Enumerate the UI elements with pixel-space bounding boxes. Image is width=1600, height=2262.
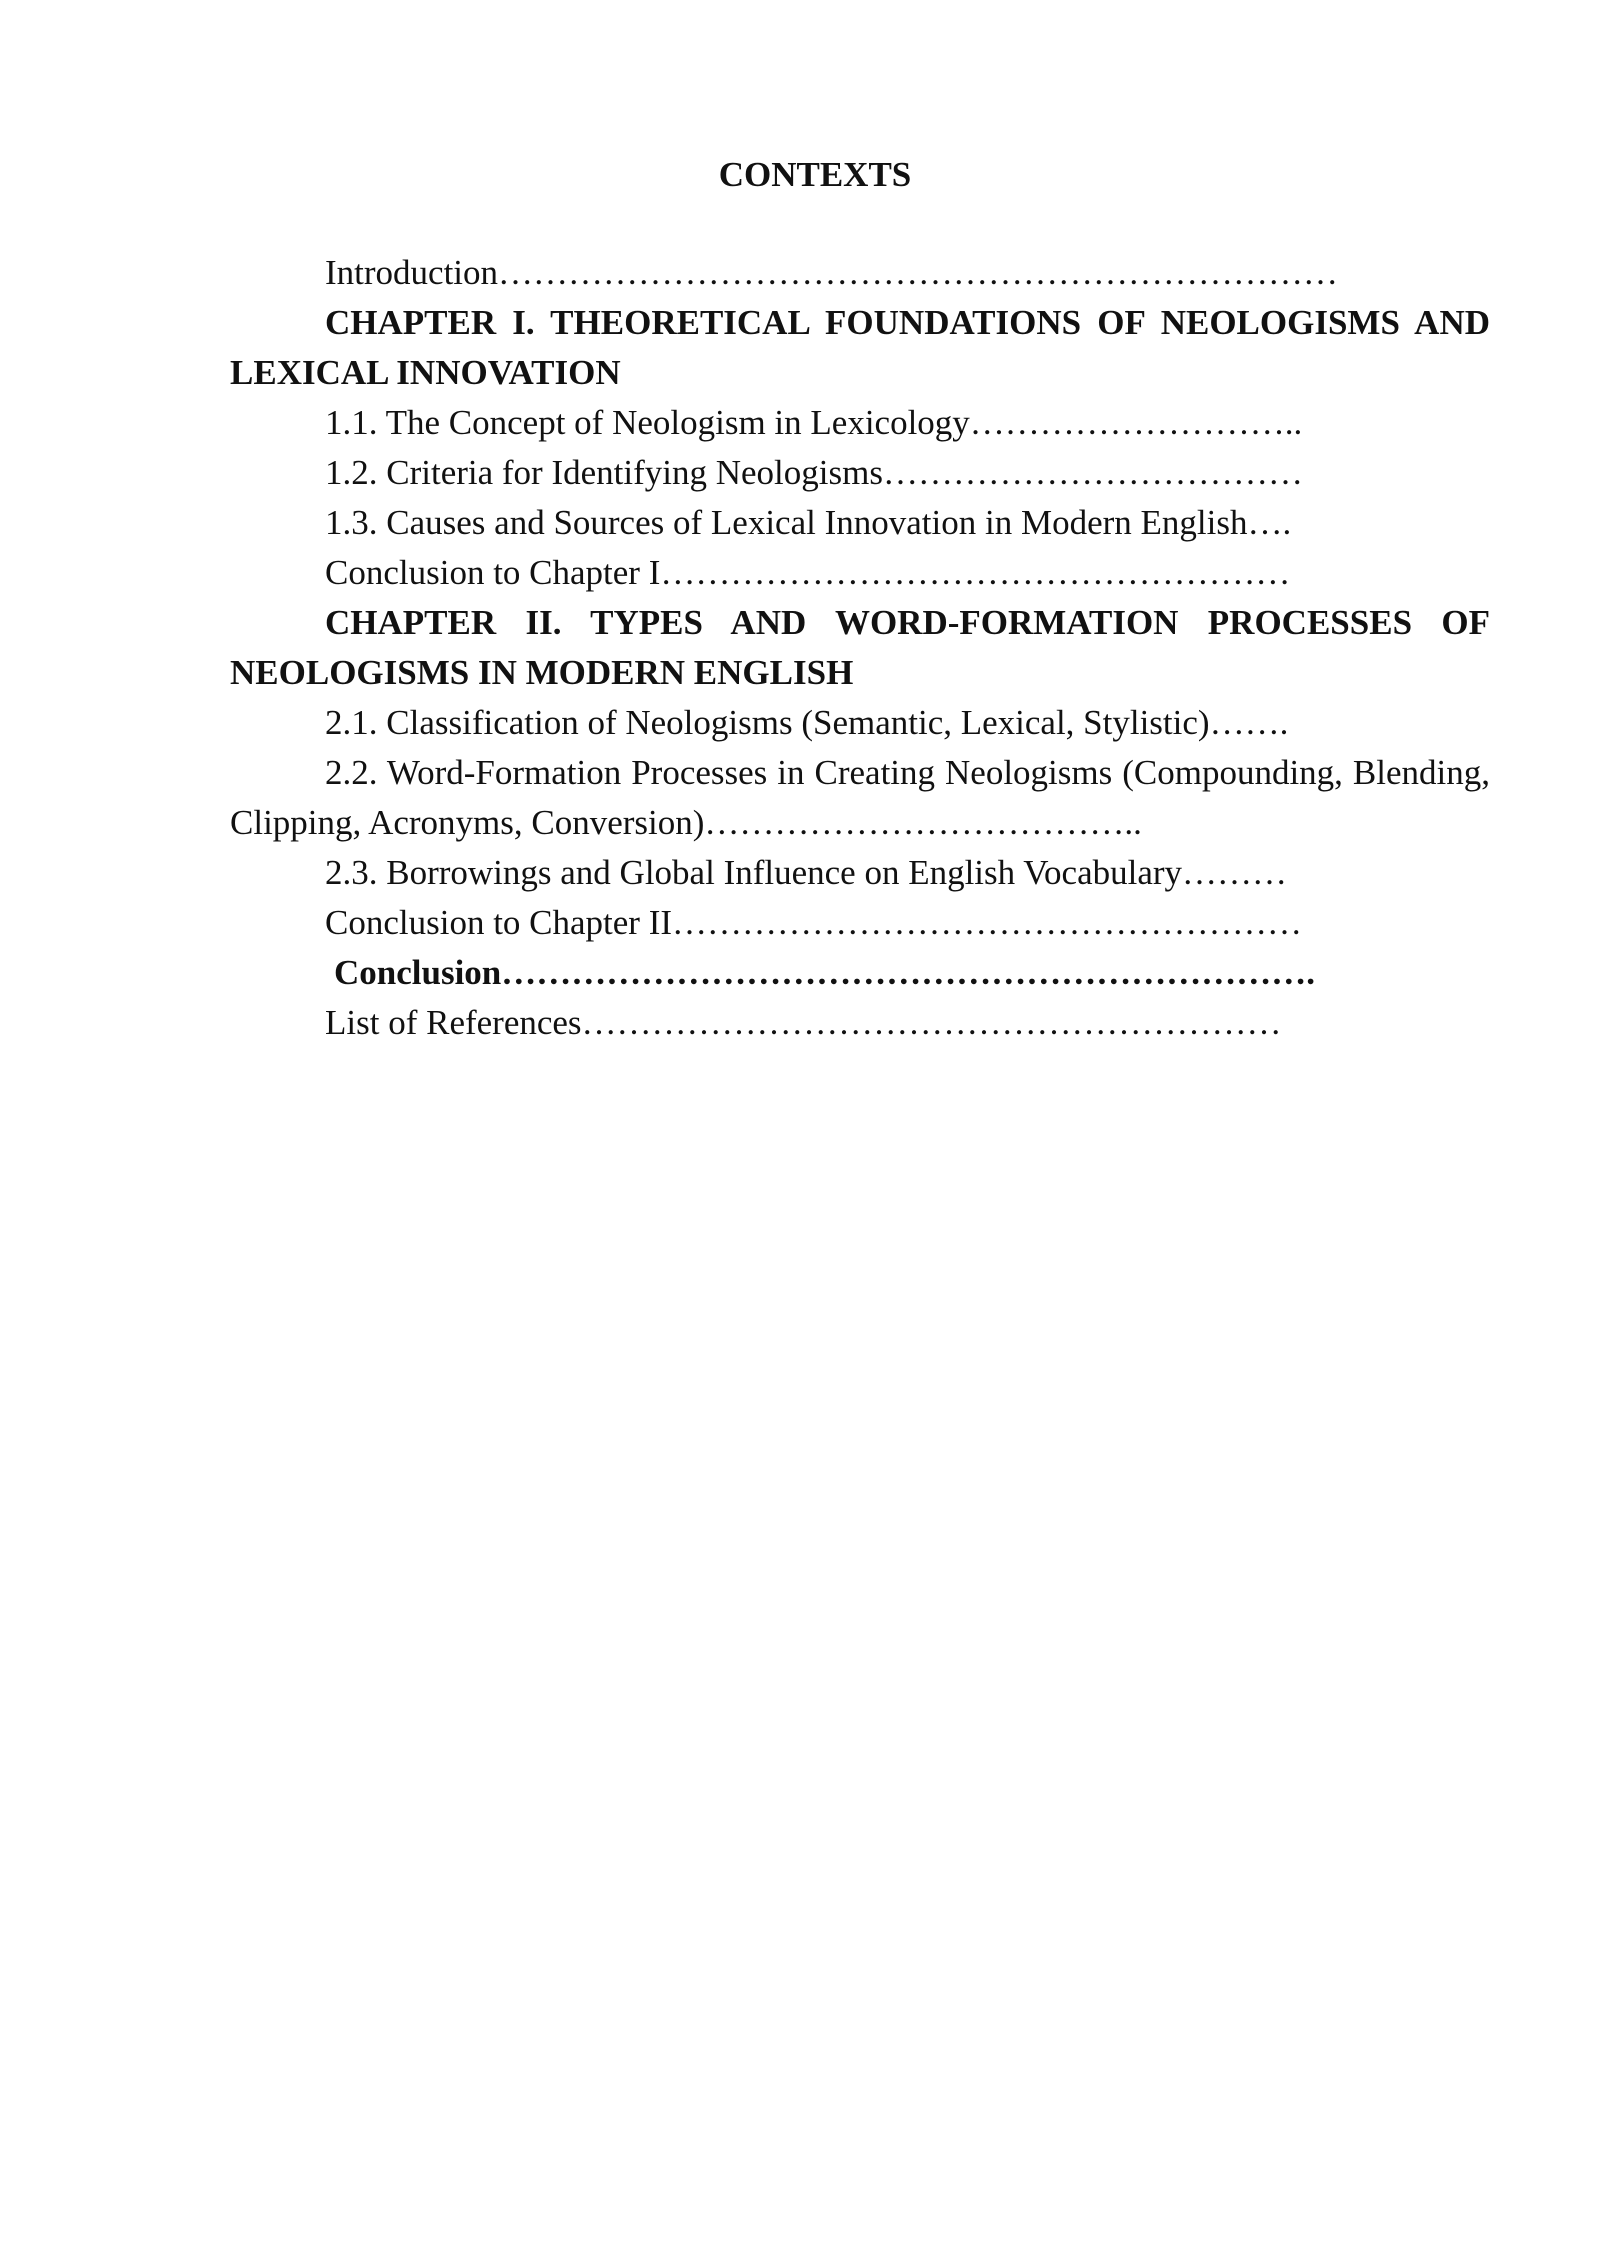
toc-chapter-1-heading: CHAPTER I. THEORETICAL FOUNDATIONS OF NEOLOGISMS AND LEXICAL INNOVATION	[230, 303, 1490, 392]
toc-section-1-1: 1.1. The Concept of Neologism in Lexicology………………………..	[325, 403, 1303, 442]
toc-references: List of References……………………………………………………	[325, 1003, 1282, 1042]
toc-conclusion-chapter-2: Conclusion to Chapter II………………………………………………	[325, 903, 1303, 942]
toc-section-1-2: 1.2. Criteria for Identifying Neologisms………………………………	[325, 453, 1303, 492]
toc-introduction: Introduction………………………………………………………………	[325, 253, 1339, 292]
table-of-contents	[230, 248, 1490, 1048]
toc-section-2-3: 2.3. Borrowings and Global Influence on English Vocabulary………	[325, 853, 1288, 892]
toc-conclusion-chapter-1: Conclusion to Chapter I………………………………………………	[325, 553, 1291, 592]
page-title: CONTEXTS	[718, 155, 912, 194]
toc-conclusion: Conclusion…………………………………………………………….	[334, 953, 1316, 992]
toc-section-2-2: 2.2. Word-Formation Processes in Creating Neologisms (Compounding, Blending, Clipping, Acronyms, Conversion)………………………………..	[230, 753, 1490, 842]
toc-section-1-3: 1.3. Causes and Sources of Lexical Innovation in Modern English….	[325, 503, 1292, 542]
toc-chapter-2-heading: CHAPTER II. TYPES AND WORD-FORMATION PROCESSES OF NEOLOGISMS IN MODERN ENGLISH	[230, 603, 1490, 692]
toc-section-2-1: 2.1. Classification of Neologisms (Semantic, Lexical, Stylistic)…….	[325, 703, 1289, 742]
